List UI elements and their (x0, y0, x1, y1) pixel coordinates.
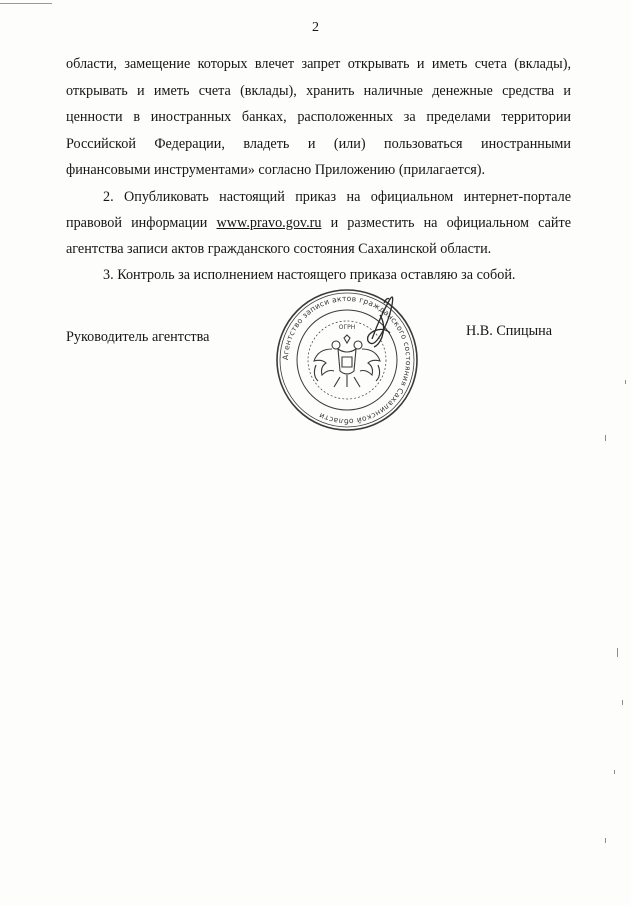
official-seal-stamp (272, 285, 422, 435)
pravo-link[interactable]: www.pravo.gov.ru (216, 215, 322, 231)
paragraph-2-line: 2. Опубликовать настоящий приказ на официальном интернет-портале (103, 189, 571, 205)
scan-speck (605, 435, 606, 441)
scan-edge-mark (0, 3, 52, 4)
signatory-position: Руководитель агентства (66, 329, 210, 345)
seal-inner-text: ОГРН (338, 324, 356, 331)
paragraph-2-line (66, 214, 571, 232)
scan-speck (605, 838, 606, 843)
scan-speck (614, 770, 615, 774)
seal-outer-text: Агентство записи актов гражданского состояния Сахалинской области (280, 293, 414, 427)
paragraph-3-line: 3. Контроль за исполнением настоящего приказа оставляю за собой. (103, 267, 516, 283)
scan-speck (617, 648, 618, 657)
page-number: 2 (312, 20, 319, 35)
scan-speck (622, 700, 623, 705)
signatory-name: Н.В. Спицына (466, 323, 553, 339)
scan-speck (625, 380, 626, 384)
body-text-line: финансовыми инструментами» согласно Приложению (прилагается). (66, 162, 486, 178)
paragraph-2-text: правовой информации (66, 215, 217, 231)
svg-text:Агентство записи актов граждан (281, 294, 413, 426)
body-text-line: открывать и иметь счета (вклады), хранить наличные денежные средства и (66, 83, 571, 99)
paragraph-2-line: агентства записи актов гражданского состояния Сахалинской области. (66, 241, 492, 257)
paragraph-2-text: и разместить на официальном сайте (321, 215, 571, 231)
body-text-line: ценности в иностранных банках, расположенных за пределами территории (66, 109, 571, 125)
body-text-line: области, замещение которых влечет запрет открывать и иметь счета (вклады), (66, 56, 571, 72)
body-text-line: Российской Федерации, владеть и (или) пользоваться иностранными (66, 136, 571, 152)
